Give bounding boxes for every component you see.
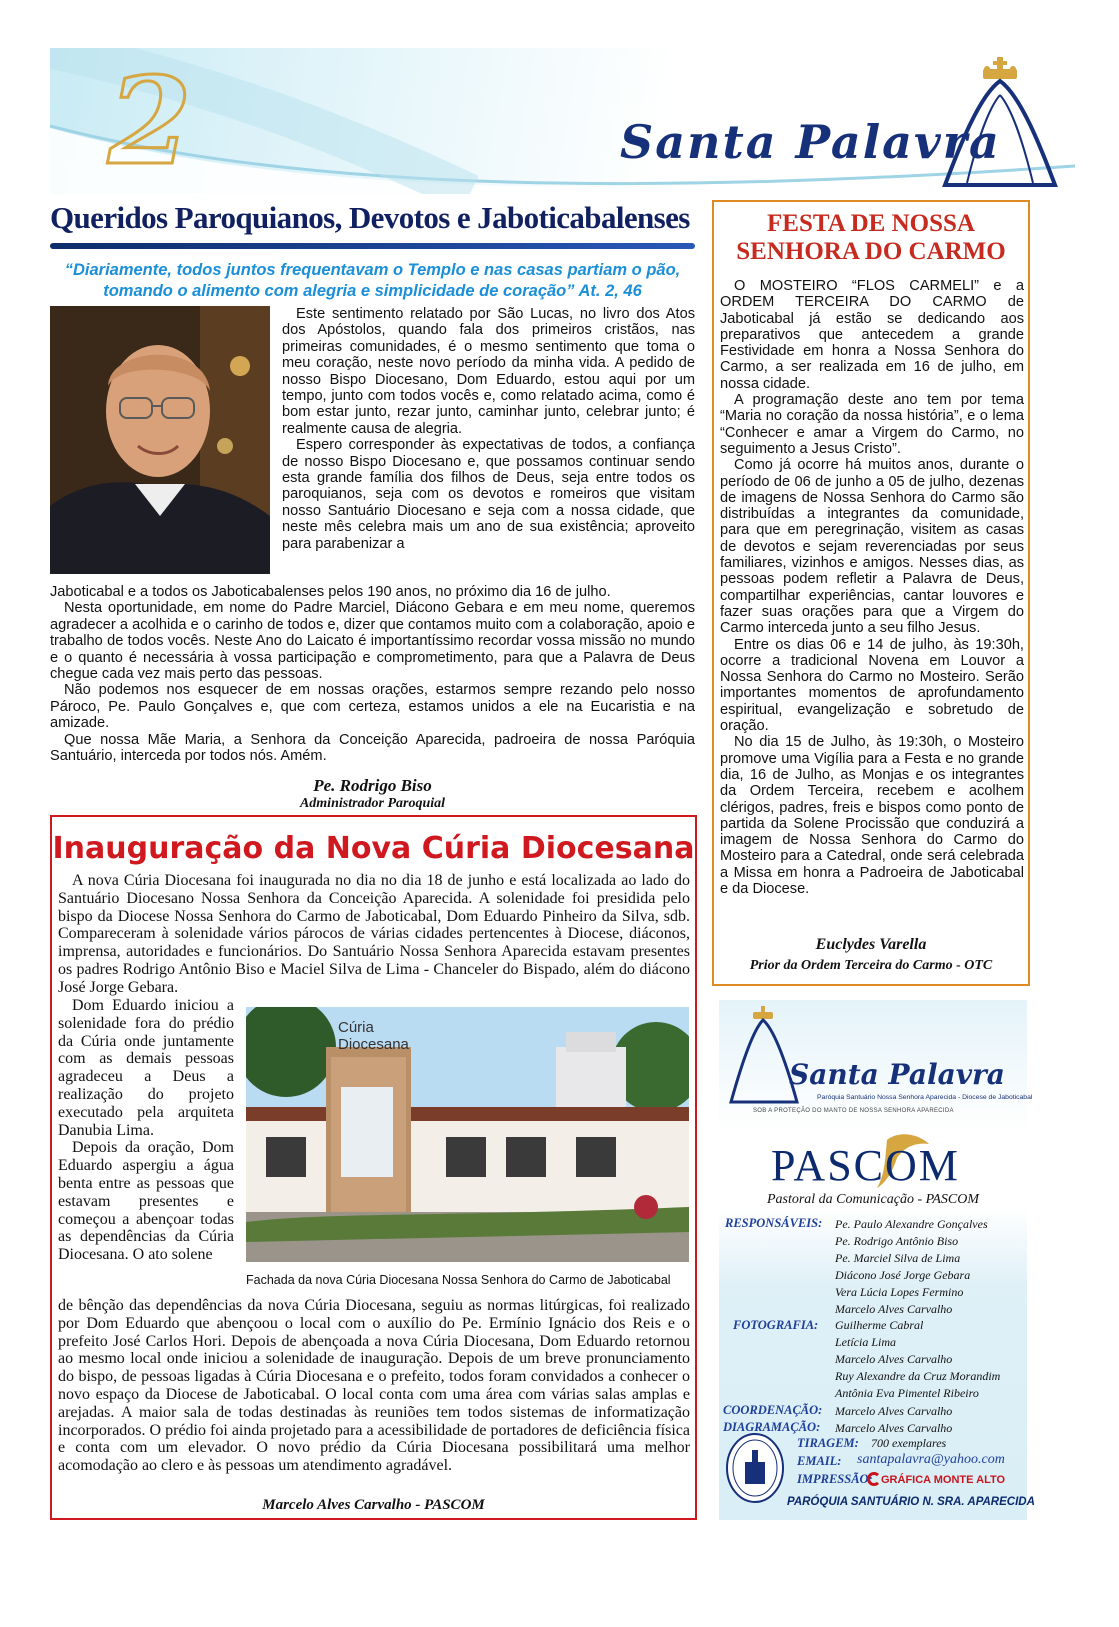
responsavel-name: Pe. Marciel Silva de Lima — [835, 1251, 961, 1265]
fotografo-name: Antônia Eva Pimentel Ribeiro — [835, 1386, 979, 1400]
festa-signature-name: Euclydes Varella — [815, 936, 927, 953]
credits-box — [719, 1000, 1035, 1520]
editorial-paragraph: Não podemos nos esquecer de em nossas orações, estarmos sempre rezando pelo nosso Pároco, Pe. Paulo Gonçalves e, que com certeza, estamos unidos a ele na Eucaristia e na amizade. — [50, 682, 695, 732]
tiragem-value: 700 exemplares — [871, 1436, 947, 1450]
diagramacao-name: Marcelo Alves Carvalho — [835, 1421, 953, 1435]
editorial-paragraph: Nesta oportunidade, em nome do Padre Marciel, Diácono Gebara e em meu nome, queremos agradecer a acolhida e o carinho de todos e, dizer que contamos muito com a colaboração, apoio e trabalho de todos vocês. Neste Ano do Laicato é importantíssimo recordar vossa missão no mundo e o quanto é necessária à vossa participação e comprometimento, para que a Palavra de Deus chegue cada vez mais perto das pessoas. — [50, 600, 695, 683]
fotografia-label: FOTOGRAFIA: — [733, 1318, 819, 1332]
festa-signature-role: Prior da Ordem Terceira do Carmo - OTC — [749, 958, 993, 973]
editorial-paragraph: Que nossa Mãe Maria, a Senhora da Conceição Aparecida, padroeira de nossa Paróquia Santuário, interceda por todos nós. Amém. — [50, 731, 695, 765]
curia-building-photo — [246, 1007, 689, 1262]
impressao-label: IMPRESSÃO: — [797, 1472, 873, 1486]
responsavel-name: Marcelo Alves Carvalho — [835, 1302, 953, 1316]
our-lady-aparecida-logo-small — [725, 1006, 803, 1106]
curia-paragraph-3 — [58, 1297, 690, 1475]
curia-title: Inauguração da Nova Cúria Diocesana — [52, 831, 695, 866]
pascom-full-name: Pastoral da Comunicação - PASCOM — [766, 1192, 980, 1207]
coordenacao-name: Marcelo Alves Carvalho — [835, 1404, 953, 1418]
curia-left-column — [58, 997, 234, 1264]
responsaveis-label: RESPONSÁVEIS: — [725, 1216, 823, 1230]
editorial-signature-role: Administrador Paroquial — [299, 796, 446, 811]
credits-masthead: Santa Palavra — [789, 1058, 1005, 1091]
grafica-name: GRÁFICA MONTE ALTO — [881, 1474, 1006, 1486]
grafica-logo-icon — [867, 1472, 881, 1486]
responsavel-name: Vera Lúcia Lopes Fermino — [835, 1285, 964, 1299]
fotografo-name: Marcelo Alves Carvalho — [835, 1352, 953, 1366]
festa-paragraph: A programação deste ano tem por tema “Maria no coração da nossa história”, e o lema “Conhecer e amar a Virgem do Carmo, no seguimento a Jesus Cristo”. — [720, 392, 1024, 457]
festa-body — [720, 278, 1024, 897]
festa-paragraph: Como já ocorre há muitos anos, durante o período de 06 de junho a 05 de julho, dezenas de imagens de Nossa Senhora do Carmo são distribuídas a integrantes da comunidade, para que em peregrinação, visitem as casas de devotos e sejam reverenciadas por seus familiares, vizinhos e amigos. Nesses dias, as pessoas podem refletir a Palavra de Deus, compartilhar experiências, cantar louvores e fazer suas orações para que a Virgem do Carmo interceda junto a seu filho Jesus. — [720, 457, 1024, 637]
editorial-paragraphs-right — [282, 306, 695, 552]
email-label: EMAIL: — [797, 1454, 842, 1468]
editorial-signature-name: Pe. Rodrigo Biso — [313, 776, 432, 795]
curia-building-illustration — [246, 1007, 689, 1262]
tiragem-label: TIRAGEM: — [797, 1436, 859, 1450]
responsavel-name: Pe. Paulo Alexandre Gonçalves — [835, 1217, 988, 1231]
editorial-paragraph: Espero corresponder às expectativas de todos, a confiança de nosso Bispo Diocesano e, que possamos continuar sendo esta grande família dos filhos de Deus, seja entre todos os paroquianos, seja com os devotos e romeiros que visitam nosso Santuário Diocesano e seja com a nossa cidade, que neste mês celebra mais um ano de sua existência; aproveito para parabenizar a — [282, 437, 695, 552]
page-number: 2 — [108, 51, 192, 192]
editorial-paragraphs-full — [50, 584, 695, 764]
masthead-title: Santa Palavra — [620, 115, 1001, 169]
curia-photo-caption: Fachada da nova Cúria Diocesana Nossa Senhora do Carmo de Jaboticabal — [246, 1273, 671, 1287]
curia-paragraph: A nova Cúria Diocesana foi inaugurada no dia no dia 18 de junho e está localizada ao lado do Santuário Diocesano Nossa Senhora da Conceição Aparecida. A solenidade foi presidida pelo bispo da Diocese Nossa Senhora do Carmo de Jaboticabal, Dom Eduardo Pinheiro da Silva, sdb. Compareceram à solenidade vários párocos de várias cidades pertencentes à Diocese, diáconos, imprensa, autoridades e funcionários. Do Santuário Nossa Senhora Aparecida estavam presentes os padres Rodrigo Antônio Biso e Maciel Silva de Lima - Chanceler do Bispado, além do diácono José Jorge Gebara. — [58, 872, 690, 996]
festa-paragraph: Entre os dias 06 e 14 de julho, às 19:30h, ocorre a tradicional Novena em Louvor a Nossa Senhora do Carmo no Mosteiro. Serão importantes momentos de aprofundamento espiritual, evangelização e sobretudo de oração. — [720, 636, 1024, 735]
parish-name: PARÓQUIA SANTUÁRIO N. SRA. APARECIDA — [787, 1496, 1035, 1508]
fotografo-name: Letícia Lima — [835, 1335, 897, 1349]
fotografo-name: Ruy Alexandre da Cruz Morandim — [835, 1369, 1001, 1383]
contact-email[interactable]: santapalavra@yahoo.com — [857, 1452, 1005, 1467]
curia-paragraph-1 — [58, 872, 690, 997]
curia-article-box — [50, 815, 697, 1520]
parish-seal-icon — [725, 1432, 785, 1504]
priest-portrait-illustration — [50, 306, 270, 574]
curia-paragraph: Depois da oração, Dom Eduardo aspergiu a água benta entre as pessoas que estavam presentes e começou a abençoar todas as dependências da Cúria Diocesana. O ato solene — [58, 1139, 234, 1264]
priest-portrait — [50, 306, 270, 574]
editorial-paragraph: Este sentimento relatado por São Lucas, no livro dos Atos dos Apóstolos, quando fala dos primeiros cristãos, nas primeiras comunidades, é o mesmo sentimento que toma o meu coração, neste novo período da minha vida. A pedido de nosso Bispo Diocesano, Dom Eduardo, estou aqui por um tempo, junto com todos vocês e, como relatado acima, como é bom estar junto, rezar junto, caminhar junto, celebrar junto; é realmente causa de alegria. — [282, 306, 695, 437]
coordenacao-label: COORDENAÇÃO: — [723, 1403, 823, 1417]
curia-paragraph: Dom Eduardo iniciou a solenidade fora do prédio da Cúria onde juntamente com as demais pessoas agradeceu a Deus a realização do projeto executado pela arquiteta Danubia Lima. — [58, 997, 234, 1139]
pascom-logo-text: PASCOM — [771, 1141, 960, 1190]
curia-signature: Marcelo Alves Carvalho - PASCOM — [262, 1497, 485, 1513]
responsavel-name: Diácono José Jorge Gebara — [835, 1268, 971, 1282]
curia-paragraph: de bênção das dependências da nova Cúria Diocesana, seguiu as normas litúrgicas, foi realizado por Dom Eduardo que abençoou o local com o auxílio do Pe. Ermínio Ignácio dos Reis e o prefeito José Carlos Hori. Depois de abençoada a nova Cúria Diocesana, Dom Eduardo retornou ao mesmo local onde iniciou a solenidade de inauguração. Depois de um breve pronunciamento do bispo, de pessoas ligadas à Cúria Diocesana e o prefeito, todos foram convidados a conhecer o novo espaço da Diocese de Jaboticabal. O local conta com uma área com várias salas amplas e arejadas. A maior sala de todas destinadas às reuniões tem todos sistemas de informatização incorporados. O prédio foi ainda projetado para a acessibilidade de portadores de deficiência física e conta com um elevador. O novo prédio da Cúria Diocesana possibilitará uma melhor acomodação ao clero e às pessoas um atendimento agradável. — [58, 1297, 690, 1475]
responsavel-name: Pe. Rodrigo Antônio Biso — [835, 1234, 959, 1248]
festa-paragraph: O MOSTEIRO “FLOS CARMELI” e a ORDEM TERCEIRA DO CARMO de Jaboticabal já estão se dedicando aos preparativos que antecedem a grande Festividade em honra a Nossa Senhora do Carmo, a ser realizada em 16 de julho, em nossa cidade. — [720, 278, 1024, 392]
festa-title: FESTA DE NOSSA SENHORA DO CARMO — [736, 210, 1006, 265]
festa-paragraph: No dia 15 de Julho, às 19:30h, o Mosteiro promove uma Vigília para a Festa e no grande dia, 16 de Julho, as Monjas e os integrantes da Ordem Terceira, recebem e acolhem clérigos, padres, freis e bispos como ponto de partida da Solene Procissão que conduzirá a imagem de Nossa Senhora do Carmo do Mosteiro para a Catedral, onde será celebrada a Missa em honra a Padroeira de Jaboticabal e da Diocese. — [720, 734, 1024, 897]
editorial-continuation: Jaboticabal e a todos os Jaboticabalenses pelos 190 anos, no próximo dia 16 de julho. — [50, 584, 611, 600]
festa-article-box — [712, 200, 1030, 986]
title-underline — [50, 243, 695, 249]
our-lady-aparecida-logo — [925, 55, 1075, 190]
credits-masthead-sub: Paróquia Santuário Nossa Senhora Aparecida - Diocese de Jaboticabal — [817, 1094, 1033, 1101]
bible-quote: “Diariamente, todos juntos frequentavam o Templo e nas casas partiam o pão, tomando o alimento com alegria e simplicidade de coração” At. 2, 46 — [64, 261, 681, 300]
credits-motto: SOB A PROTEÇÃO DO MANTO DE NOSSA SENHORA APARECIDA — [753, 1108, 954, 1114]
fotografo-name: Guilherme Cabral — [835, 1318, 924, 1332]
editorial-title: Queridos Paroquianos, Devotos e Jaboticabalenses — [50, 200, 690, 235]
diagramacao-label: DIAGRAMAÇÃO: — [723, 1420, 821, 1434]
curia-sign-text: Cúria Diocesana — [338, 1019, 409, 1053]
